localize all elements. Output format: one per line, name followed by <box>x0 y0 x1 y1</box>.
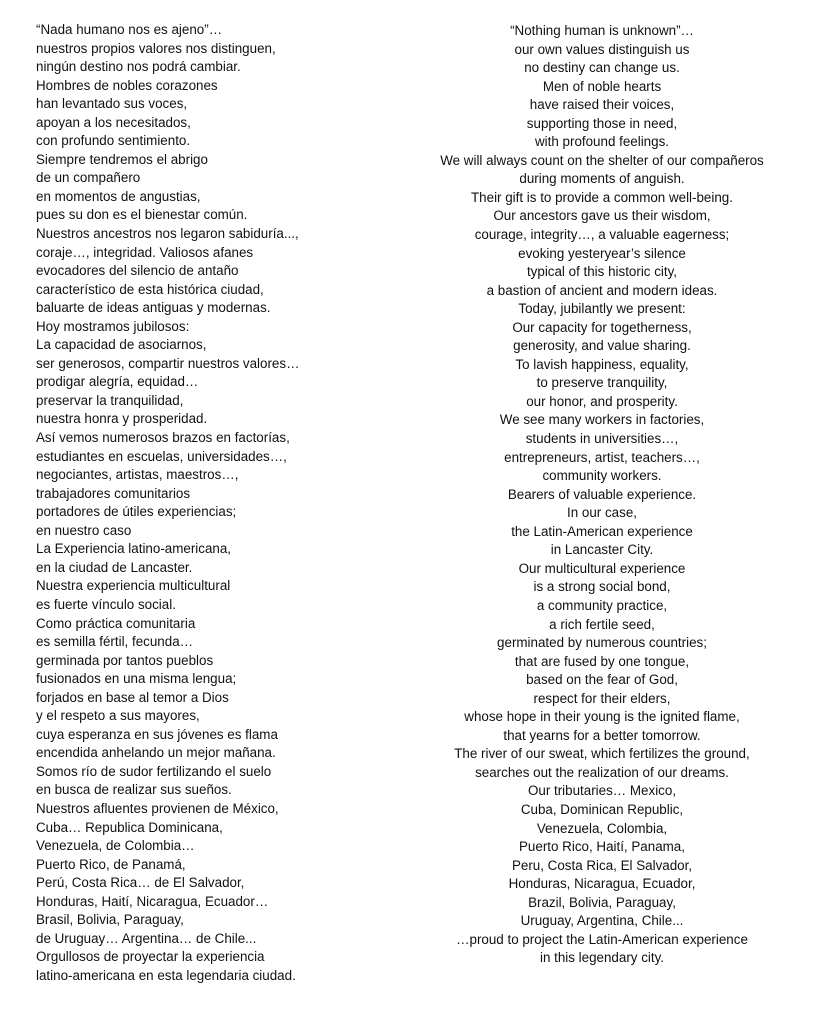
spanish-poem-line: con profundo sentimiento. <box>36 133 191 149</box>
spanish-poem-line: Nuestros afluentes provienen de México, <box>36 800 279 816</box>
spanish-poem-line: Hombres de nobles corazones <box>36 77 218 93</box>
english-poem-line: “Nothing human is unknown”… <box>510 23 694 38</box>
spanish-poem-line: preservar la tranquilidad, <box>36 392 184 408</box>
spanish-poem-line: “Nada humano nos es ajeno”… <box>36 22 223 37</box>
english-poem-line: students in universities…, <box>525 431 679 447</box>
spanish-poem-line: La Experiencia latino-americana, <box>36 541 232 557</box>
english-poem-line: a bastion of ancient and modern ideas. <box>486 282 718 298</box>
english-poem-line: Honduras, Nicaragua, Ecuador, <box>508 876 696 892</box>
spanish-poem-line: negociantes, artistas, maestros…, <box>36 467 239 483</box>
spanish-poem-line: prodigar alegría, equidad… <box>36 374 199 390</box>
spanish-poem-line: Honduras, Haití, Nicaragua, Ecuador… <box>36 893 269 909</box>
spanish-poem-line: ningún destino nos podrá cambiar. <box>36 59 241 75</box>
spanish-poem-line: de un compañero <box>36 170 141 186</box>
english-poem-line: evoking yesteryear’s silence <box>518 245 686 261</box>
english-poem-line: in Lancaster City. <box>550 542 654 558</box>
english-poem-line: typical of this historic city, <box>526 264 678 280</box>
english-poem-line: Our capacity for togetherness, <box>512 319 692 335</box>
spanish-poem-line: Nuestros ancestros nos legaron sabiduría..., <box>36 226 299 242</box>
english-poem-line: Our multicultural experience <box>518 560 686 576</box>
spanish-poem-line: Hoy mostramos jubilosos: <box>36 318 190 334</box>
english-poem-column <box>412 22 792 968</box>
spanish-poem-line: es semilla fértil, fecunda… <box>36 634 194 650</box>
english-poem-line: respect for their elders, <box>533 690 671 706</box>
spanish-poem-line: evocadores del silencio de antaño <box>36 263 239 279</box>
spanish-poem-line: en busca de realizar sus sueños. <box>36 782 232 798</box>
english-poem-line: in this legendary city. <box>539 950 665 966</box>
english-poem-line: community workers. <box>542 468 662 484</box>
english-poem-line: our own values distinguish us <box>514 41 690 57</box>
spanish-poem-line: Como práctica comunitaria <box>36 615 196 631</box>
english-poem-line: Bearers of valuable experience. <box>507 486 697 502</box>
spanish-poem-line: Somos río de sudor fertilizando el suelo <box>36 763 272 779</box>
english-poem-line: In our case, <box>567 505 637 521</box>
english-poem-line: Peru, Costa Rica, El Salvador, <box>511 857 693 873</box>
english-poem-line: The river of our sweat, which fertilizes the ground, <box>454 746 750 762</box>
spanish-poem-line: apoyan a los necesitados, <box>36 114 191 130</box>
english-poem-line: To lavish happiness, equality, <box>515 356 689 372</box>
spanish-poem-line: pues su don es el bienestar común. <box>36 207 248 223</box>
spanish-poem-line: portadores de útiles experiencias; <box>36 504 237 520</box>
spanish-poem-line: La capacidad de asociarnos, <box>36 337 207 353</box>
english-poem-line: during moments of anguish. <box>519 171 685 187</box>
english-poem-line: entrepreneurs, artist, teachers…, <box>504 449 700 465</box>
english-poem-line: a community practice, <box>536 597 668 613</box>
english-poem-line: searches out the realization of our dreams. <box>475 764 729 780</box>
spanish-poem-line: trabajadores comunitarios <box>36 485 191 501</box>
spanish-poem-line: Puerto Rico, de Panamá, <box>36 856 186 872</box>
english-poem-line: the Latin-American experience <box>511 523 693 539</box>
spanish-poem-line: Venezuela, de Colombia… <box>36 838 195 854</box>
spanish-poem-line: nuestros propios valores nos distinguen, <box>36 40 276 56</box>
english-poem-line: Today, jubilantly we present: <box>518 301 686 317</box>
english-poem-line: courage, integrity…, a valuable eagerness; <box>474 227 730 243</box>
english-poem-line: Brazil, Bolivia, Paraguay, <box>528 894 676 910</box>
english-poem-line: Puerto Rico, Haití, Panama, <box>519 839 685 855</box>
spanish-poem-line: coraje…, integridad. Valiosos afanes <box>36 244 254 260</box>
english-poem-line: to preserve tranquility, <box>536 375 668 391</box>
english-poem-line: Our ancestors gave us their wisdom, <box>493 208 711 224</box>
english-poem-line: …proud to project the Latin-American experience <box>456 931 748 947</box>
spanish-poem-line: estudiantes en escuelas, universidades…, <box>36 448 287 464</box>
spanish-poem-line: ser generosos, compartir nuestros valores… <box>36 355 300 371</box>
english-poem-line: that are fused by one tongue, <box>514 653 690 669</box>
spanish-poem-line: Orgullosos de proyectar la experiencia <box>36 949 265 965</box>
english-poem-line: our honor, and prosperity. <box>526 393 678 409</box>
spanish-poem-line: Siempre tendremos el abrigo <box>36 151 208 167</box>
spanish-poem-line: en momentos de angustias, <box>36 188 201 204</box>
spanish-poem-line: Así vemos numerosos brazos en factorías, <box>36 430 290 446</box>
english-poem-line: generosity, and value sharing. <box>513 338 691 354</box>
english-poem-line: Venezuela, Colombia, <box>536 820 668 836</box>
spanish-poem-line: Cuba… Republica Dominicana, <box>36 819 223 835</box>
spanish-poem-line: Nuestra experiencia multicultural <box>36 578 231 594</box>
spanish-poem-line: cuya esperanza en sus jóvenes es flama <box>36 726 278 742</box>
spanish-poem-line: encendida anhelando un mejor mañana. <box>36 745 276 761</box>
english-poem-line: with profound feelings. <box>535 134 669 150</box>
english-poem-line: is a strong social bond, <box>533 579 671 595</box>
english-poem-line: Men of noble hearts <box>542 78 662 94</box>
english-poem-line: no destiny can change us. <box>524 60 680 76</box>
spanish-poem-line: nuestra honra y prosperidad. <box>36 411 208 427</box>
spanish-poem-line: han levantado sus voces, <box>36 96 188 112</box>
spanish-poem-line: baluarte de ideas antiguas y modernas. <box>36 300 271 316</box>
spanish-poem-line: en la ciudad de Lancaster. <box>36 559 193 575</box>
spanish-poem-line: en nuestro caso <box>36 522 132 538</box>
english-poem-line: a rich fertile seed, <box>549 616 655 632</box>
english-poem-line: have raised their voices, <box>529 97 675 113</box>
english-poem-line: Our tributaries… Mexico, <box>527 783 677 799</box>
english-poem-line: based on the fear of God, <box>526 672 678 688</box>
spanish-poem-line: es fuerte vínculo social. <box>36 596 176 612</box>
spanish-poem-line: Brasil, Bolivia, Paraguay, <box>36 912 184 928</box>
english-poem-line: that yearns for a better tomorrow. <box>503 727 701 743</box>
english-poem-line: whose hope in their young is the ignited flame, <box>464 709 740 725</box>
english-poem-line: We see many workers in factories, <box>499 412 705 428</box>
spanish-poem-line: fusionados en una misma lengua; <box>36 671 237 687</box>
english-poem-line: germinated by numerous countries; <box>497 635 707 651</box>
english-poem-line: supporting those in need, <box>526 115 678 131</box>
english-poem-line: We will always count on the shelter of our compañeros <box>440 152 764 168</box>
english-poem-line: Cuba, Dominican Republic, <box>520 801 684 817</box>
spanish-poem-line: de Uruguay… Argentina… de Chile... <box>36 930 257 946</box>
english-poem-line: Their gift is to provide a common well-being. <box>471 189 733 205</box>
spanish-poem-line: latino-americana en esta legendaria ciudad. <box>36 967 296 983</box>
spanish-poem-line: característico de esta histórica ciudad, <box>36 281 264 297</box>
spanish-poem-line: germinada por tantos pueblos <box>36 652 214 668</box>
english-poem-line: Uruguay, Argentina, Chile... <box>520 913 684 929</box>
spanish-poem-line: Perú, Costa Rica… de El Salvador, <box>36 875 245 891</box>
spanish-poem-line: y el respeto a sus mayores, <box>36 708 200 724</box>
spanish-poem-line: forjados en base al temor a Dios <box>36 689 229 705</box>
spanish-poem-column <box>36 21 406 985</box>
